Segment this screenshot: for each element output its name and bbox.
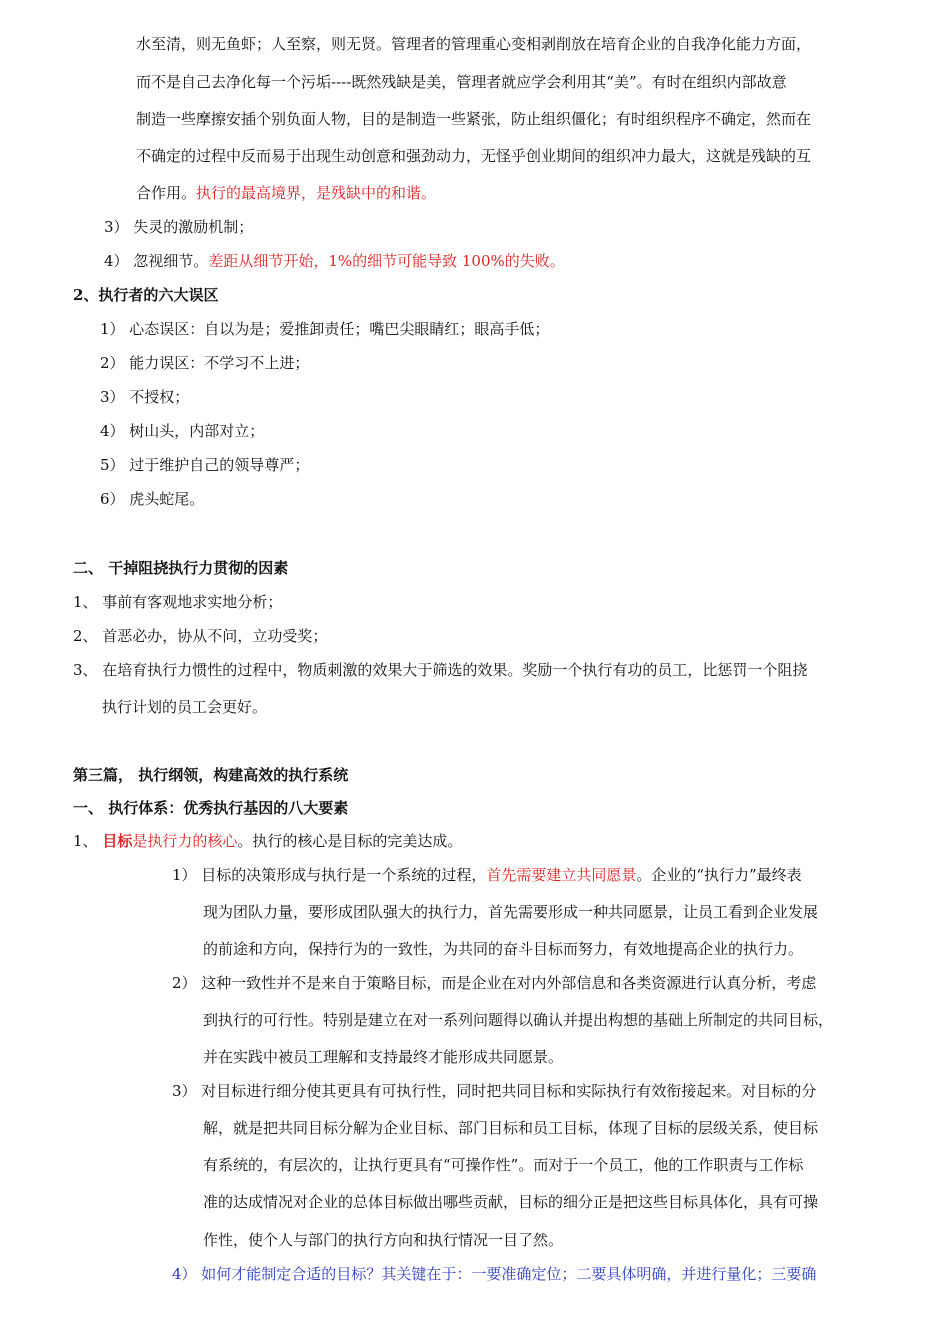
list-item: 4） 树山头，内部对立； (100, 422, 265, 440)
paragraph-line: 而不是自己去净化每一个污垢----既然残缺是美，管理者就应学会利用其“美”。有时在组织内部故意 (136, 73, 787, 91)
list-item (104, 251, 565, 271)
list-item: 2、 首恶必办，协从不问，立功受奖； (73, 627, 328, 645)
paragraph-line: 的前途和方向，保持行为的一致性，为共同的奋斗目标而努力，有效地提高企业的执行力。 (203, 940, 804, 958)
sub-list-item: 2） 这种一致性并不是来自于策略目标，而是企业在对内外部信息和各类资源进行认真分析，考虑 (172, 974, 817, 992)
list-item (73, 831, 462, 851)
text-plain: 合作用。 (136, 184, 197, 202)
paragraph-line (136, 183, 436, 203)
text-plain: 。企业的“执行力”最终表 (636, 866, 802, 884)
section-heading: 二、 干掉阻挠执行力贯彻的因素 (73, 559, 289, 577)
highlight-red: 是执行力的核心 (132, 832, 238, 850)
paragraph-line: 水至清，则无鱼虾；人至察，则无贤。管理者的管理重心变相剥削放在培育企业的自我净化能力方面， (136, 35, 812, 53)
paragraph-line: 解，就是把共同目标分解为企业目标、部门目标和员工目标，体现了目标的层级关系，使目标 (203, 1119, 819, 1137)
list-item: 5） 过于维护自己的领导尊严； (100, 456, 310, 474)
highlight-red-bold: 目标 (102, 832, 133, 850)
paragraph-line: 有系统的，有层次的，让执行更具有“可操作性”。而对于一个员工，他的工作职责与工作标 (203, 1156, 804, 1174)
sub-list-item (172, 865, 802, 885)
sub-list-item-blue: 4） 如何才能制定合适的目标？其关键在于：一要准确定位；二要具体明确，并进行量化；三要确 (172, 1265, 817, 1283)
highlight-red: 差距从细节开始，1%的细节可能导致 100%的失败。 (208, 252, 565, 270)
highlight-red: 执行的最高境界，是残缺中的和谐。 (196, 184, 437, 202)
list-item-continuation: 执行计划的员工会更好。 (102, 698, 268, 716)
part-heading: 第三篇， 执行纲领，构建高效的执行系统 (73, 766, 349, 784)
list-item: 3） 失灵的激励机制； (104, 218, 254, 236)
list-item: 6） 虎头蛇尾。 (100, 490, 205, 508)
section-heading: 2、执行者的六大误区 (73, 286, 219, 304)
paragraph-line: 准的达成情况对企业的总体目标做出哪些贡献，目标的细分正是把这些目标具体化，具有可操 (203, 1193, 819, 1211)
section-heading: 一、 执行体系：优秀执行基因的八大要素 (73, 799, 349, 817)
text-plain: 1、 (73, 832, 103, 850)
paragraph-line: 现为团队力量，要形成团队强大的执行力，首先需要形成一种共同愿景，让员工看到企业发展 (203, 903, 819, 921)
paragraph-line: 制造一些摩擦安插个别负面人物，目的是制造一些紧张，防止组织僵化；有时组织程序不确定，然而在 (136, 110, 812, 128)
list-item: 1） 心态误区：自以为是；爱推卸责任；嘴巴尖眼睛红；眼高手低； (100, 320, 550, 338)
paragraph-line: 作性，使个人与部门的执行方向和执行情况一目了然。 (203, 1231, 564, 1249)
paragraph-line: 不确定的过程中反而易于出现生动创意和强劲动力，无怪乎创业期间的组织冲力最大，这就是残缺的互 (136, 147, 812, 165)
text-plain: 。执行的核心是目标的完美达成。 (237, 832, 463, 850)
list-item: 3） 不授权； (100, 388, 190, 406)
highlight-red: 首先需要建立共同愿景 (486, 866, 637, 884)
paragraph-line: 并在实践中被员工理解和支持最终才能形成共同愿景。 (203, 1048, 564, 1066)
list-item: 3、 在培育执行力惯性的过程中，物质刺激的效果大于筛选的效果。奖励一个执行有功的员工，比惩罚一个阻挠 (73, 661, 808, 679)
sub-list-item: 3） 对目标进行细分使其更具有可执行性，同时把共同目标和实际执行有效衔接起来。对目标的分 (172, 1082, 817, 1100)
paragraph-line: 到执行的可行性。特别是建立在对一系列问题得以确认并提出构想的基础上所制定的共同目标， (203, 1011, 834, 1029)
list-item: 2） 能力误区：不学习不上进； (100, 354, 310, 372)
text-plain: 4） 忽视细节。 (104, 252, 209, 270)
text-plain: 1） 目标的决策形成与执行是一个系统的过程， (172, 866, 487, 884)
list-item: 1、 事前有客观地求实地分析； (73, 593, 283, 611)
